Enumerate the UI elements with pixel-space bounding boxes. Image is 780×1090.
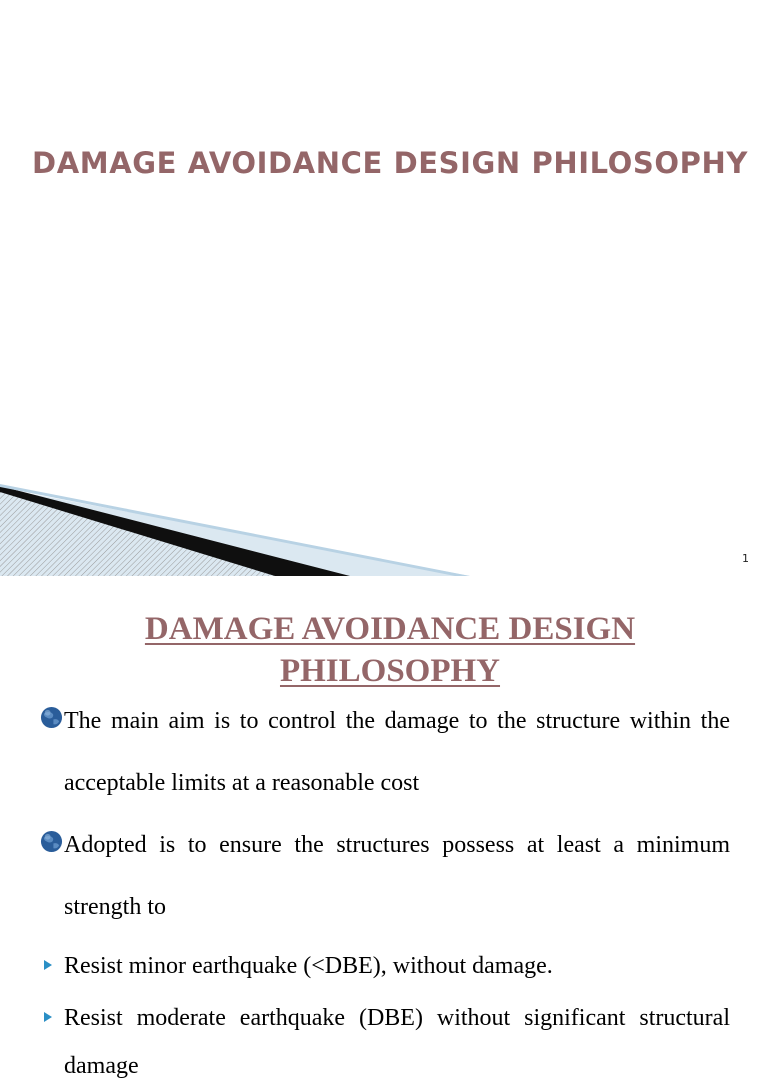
page-number: 1	[742, 552, 749, 565]
list-item	[40, 994, 730, 1090]
arrow-bullet-icon	[44, 1012, 52, 1022]
slide-2	[0, 584, 768, 1079]
corner-decoration	[0, 470, 470, 576]
list-item	[40, 690, 730, 814]
slide-title	[0, 608, 780, 692]
bullet-text: Adopted is to ensure the structures possess at least a minimum strength to	[64, 832, 730, 920]
arrow-bullet-icon	[44, 960, 52, 970]
bullet-text: Resist moderate earthquake (DBE) without significant structural damage	[64, 1005, 730, 1079]
title-line-2: PHILOSOPHY	[279, 653, 501, 689]
globe-icon	[40, 830, 63, 853]
title-line-1: DAMAGE AVOIDANCE DESIGN	[144, 611, 636, 647]
slide-title: DAMAGE AVOIDANCE DESIGN PHILOSOPHY	[32, 146, 748, 180]
bullet-text: Resist minor earthquake (<DBE), without damage.	[64, 953, 553, 979]
slide-divider	[0, 576, 768, 584]
bullet-text: The main aim is to control the damage to the structure within the acceptable limits at a reasonable cost	[64, 708, 730, 796]
globe-icon	[40, 706, 63, 729]
bullet-list	[40, 690, 730, 1090]
list-item	[40, 814, 730, 938]
list-item	[40, 942, 730, 990]
